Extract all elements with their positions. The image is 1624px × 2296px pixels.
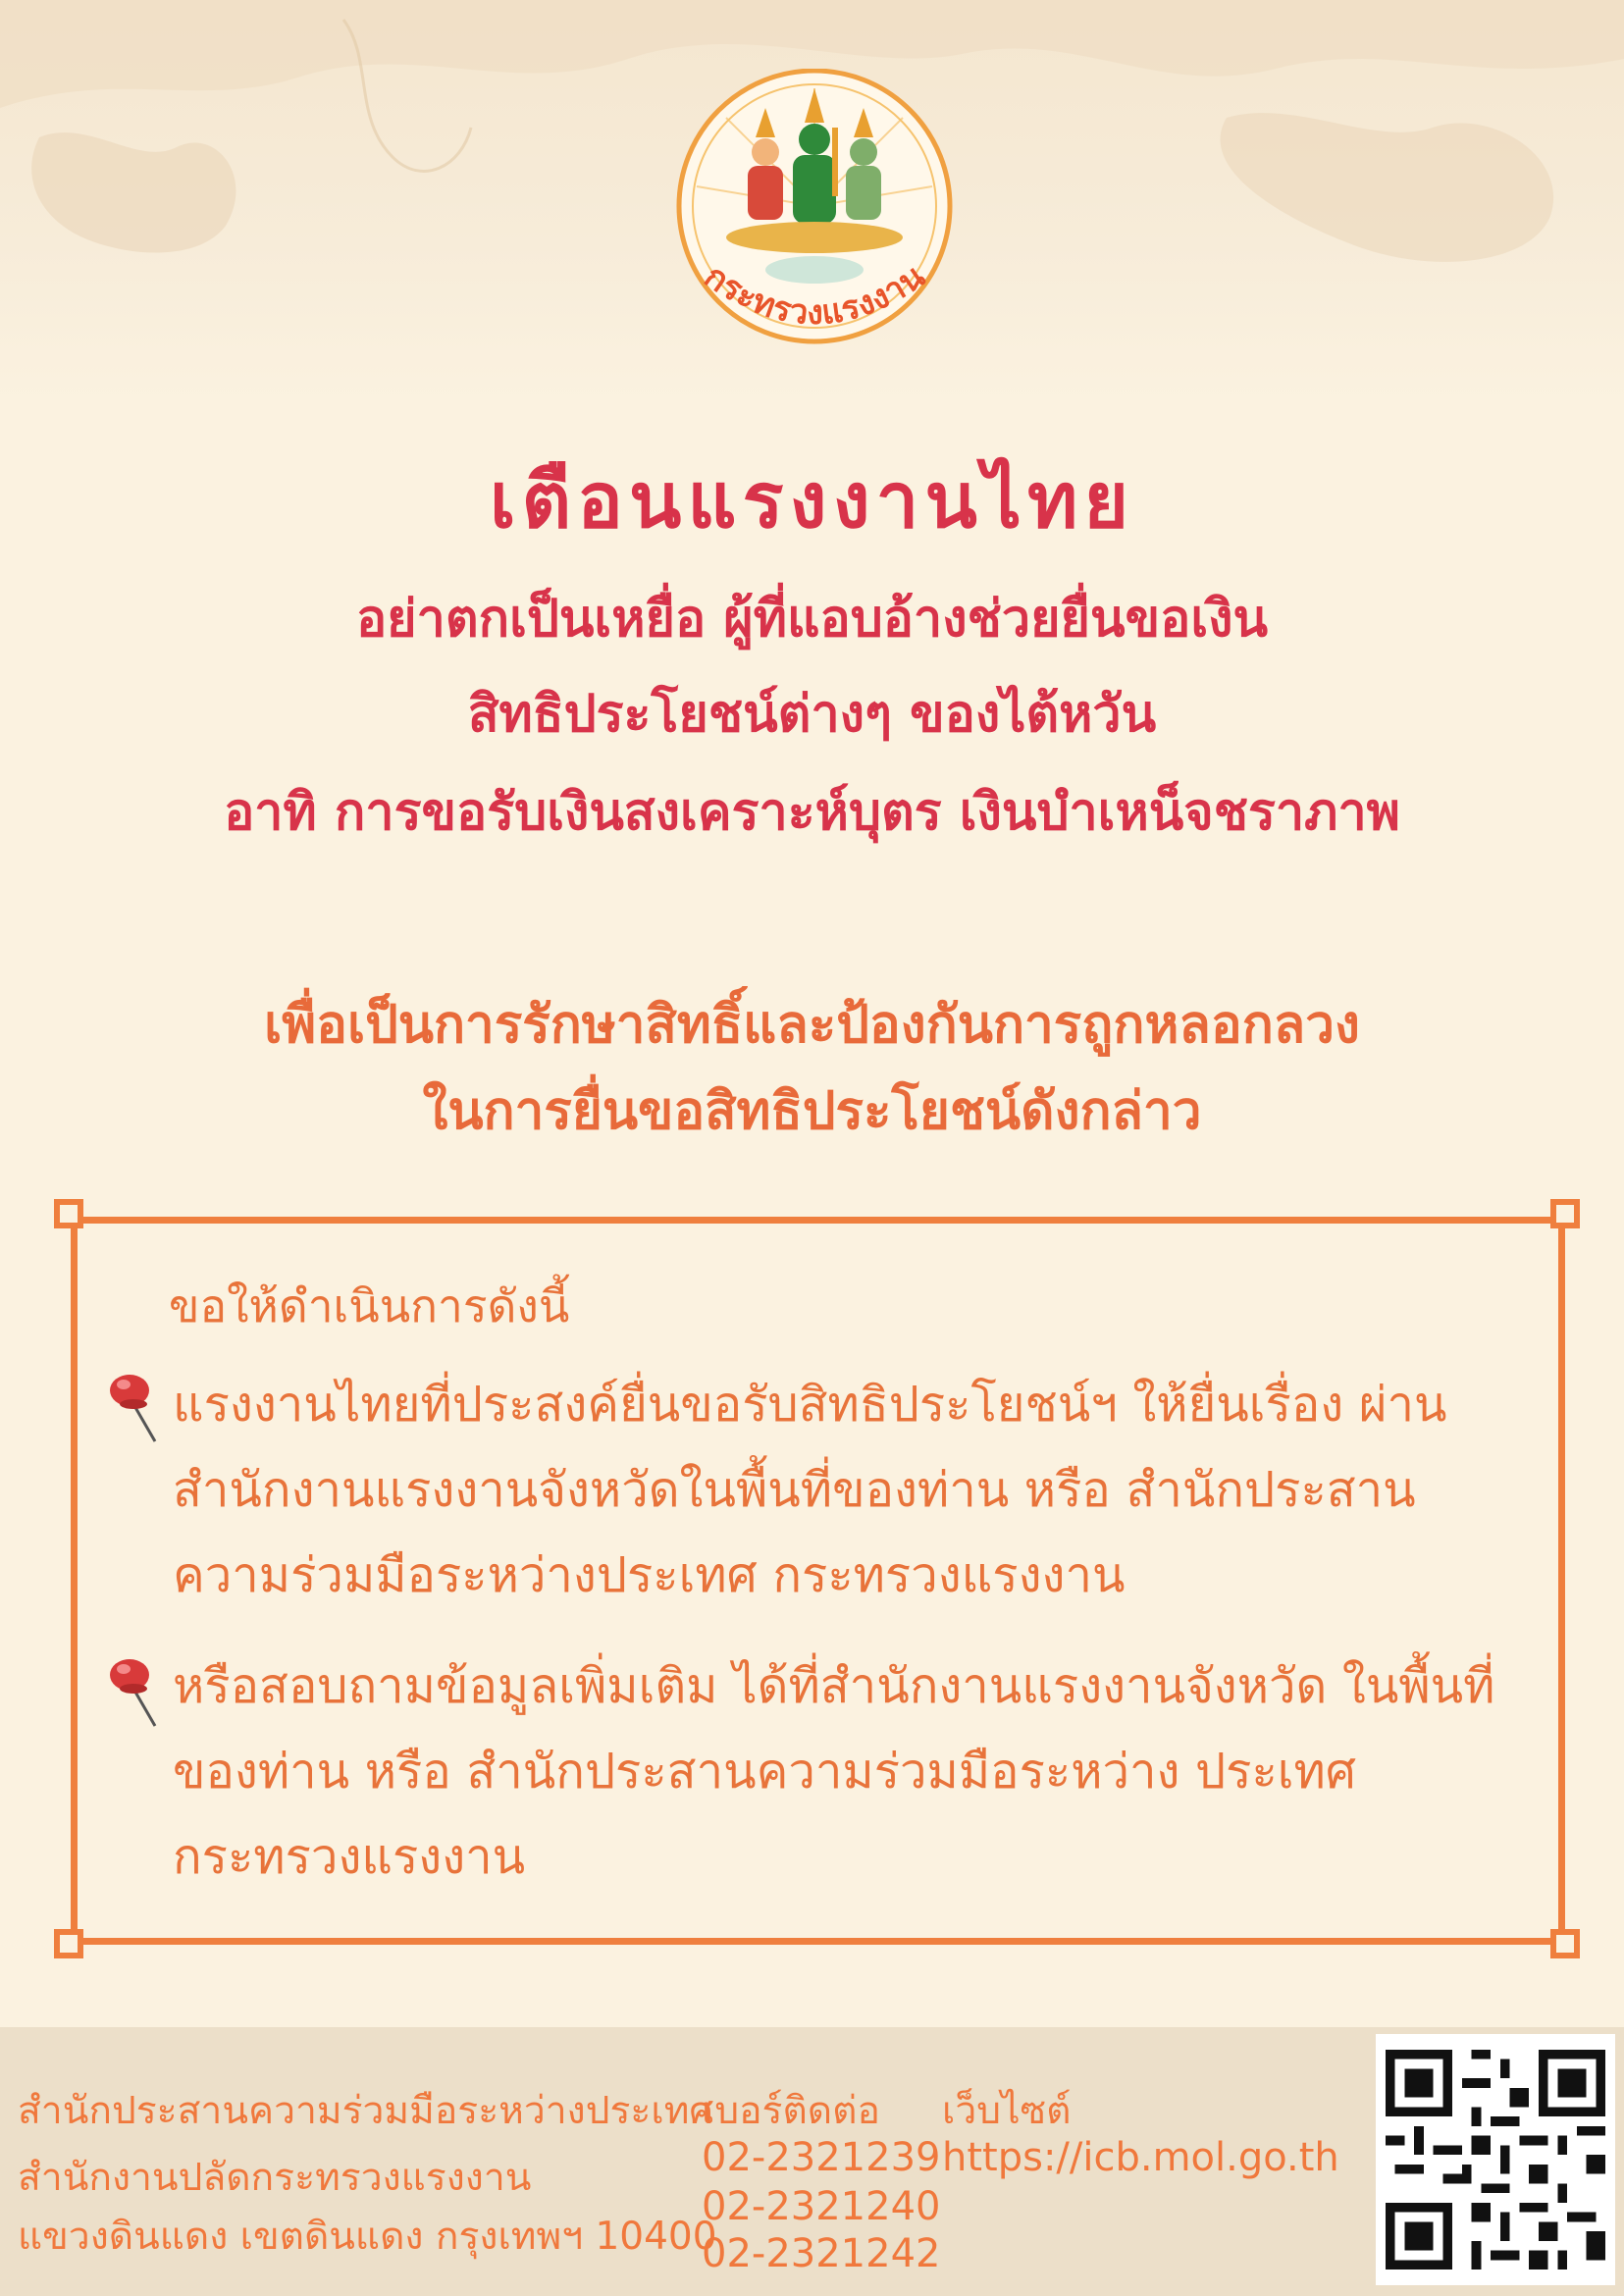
pushpin-icon xyxy=(106,1367,165,1445)
warning-line-2: สิทธิประโยชน์ต่างๆ ของไต้หวัน xyxy=(467,685,1157,744)
phone-label: เบอร์ติดต่อ xyxy=(702,2089,880,2133)
footer-address: แขวงดินแดง เขตดินแดง กรุงเทพฯ 10400 xyxy=(18,2215,717,2259)
warning-line-1: อย่าตกเป็นเหยื่อ ผู้ที่แอบอ้างช่วยยื่นขอเงิน xyxy=(355,590,1269,649)
purpose-line-1: เพื่อเป็นการรักษาสิทธิ์และป้องกันการถูกหลอกลวง xyxy=(264,995,1360,1055)
page-title: เตือนแรงงานไทย xyxy=(489,457,1135,546)
phone-number[interactable]: 02-2321242 xyxy=(702,2231,941,2276)
footer-org-line-1: สำนักประสานความร่วมมือระหว่างประเทศ xyxy=(18,2089,714,2133)
qr-code[interactable] xyxy=(1376,2034,1615,2285)
phone-number[interactable]: 02-2321239 xyxy=(702,2135,941,2180)
website-label: เว็บไซต์ xyxy=(942,2089,1072,2133)
instruction-item-1: แรงงานไทยที่ประสงค์ยื่นขอรับสิทธิประโยชน์ฯ ให้ยื่นเรื่อง ผ่านสำนักงานแรงงานจังหวัดในพื้นที่ของท่าน หรือ สำนักประสานความร่วมมือระหว่างประเทศ กระทรวงแรงงาน xyxy=(173,1377,1447,1603)
frame-corner xyxy=(1550,1199,1580,1228)
logo-arc-text xyxy=(667,69,962,363)
website-link[interactable]: https://icb.mol.go.th xyxy=(942,2135,1339,2180)
footer-org-line-2: สำนักงานปลัดกระทรวงแรงงาน xyxy=(18,2156,532,2200)
frame-corner xyxy=(54,1929,83,1958)
instruction-item-2: หรือสอบถามข้อมูลเพิ่มเติม ได้ที่สำนักงานแรงงานจังหวัด ในพื้นที่ของท่าน หรือ สำนักประสานความร่วมมือระหว่าง ประเทศ กระทรวงแรงงาน xyxy=(173,1658,1495,1885)
pushpin-icon xyxy=(106,1651,165,1730)
instructions-heading: ขอให้ดำเนินการดังนี้ xyxy=(169,1279,570,1332)
header-banner xyxy=(0,0,1624,407)
svg-text:กระทรวงแรงงาน: กระทรวงแรงงาน xyxy=(697,256,932,334)
warning-line-3: อาทิ การขอรับเงินสงเคราะห์บุตร เงินบำเหน็จชราภาพ xyxy=(224,783,1400,842)
purpose-line-2: ในการยื่นขอสิทธิประโยชน์ดังกล่าว xyxy=(422,1081,1202,1141)
frame-corner xyxy=(1550,1929,1580,1958)
phone-number[interactable]: 02-2321240 xyxy=(702,2184,941,2229)
frame-corner xyxy=(54,1199,83,1228)
